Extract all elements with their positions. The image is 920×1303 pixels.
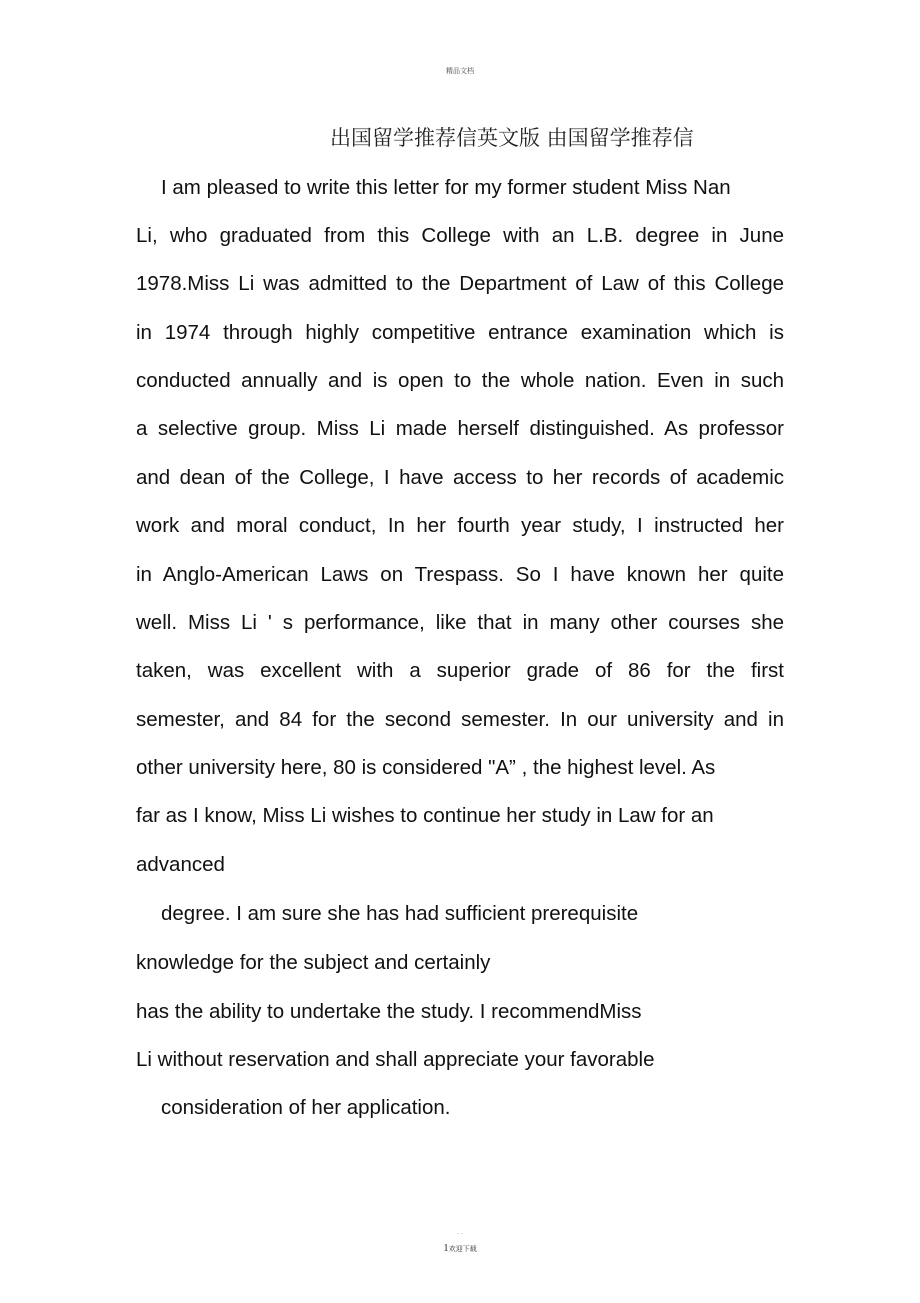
- body-line: Li without reservation and shall appreciate your favorable: [136, 1048, 655, 1071]
- body-line: in 1974 through highly competitive entrance examination which is: [136, 321, 784, 344]
- body-line: advanced: [136, 853, 225, 876]
- header-watermark: 精品文档: [446, 67, 474, 75]
- body-line: well. Miss Li ' s performance, like that in many other courses she: [136, 611, 784, 634]
- body-line: taken, was excellent with a superior grade of 86 for the first: [136, 659, 784, 682]
- page-footer: [0, 1230, 920, 1255]
- body-line: 1978.Miss Li was admitted to the Department of Law of this College: [136, 272, 784, 295]
- footer-note: 欢迎下载: [448, 1245, 477, 1253]
- body-line: Li, who graduated from this College with an L.B. degree in June: [136, 224, 784, 247]
- body-line: I am pleased to write this letter for my former student Miss Nan: [161, 176, 731, 199]
- body-line: and dean of the College, I have access to her records of academic: [136, 466, 784, 489]
- body-line: far as I know, Miss Li wishes to continue her study in Law for an: [136, 804, 714, 827]
- body-line: consideration of her application.: [161, 1096, 451, 1119]
- body-line: conducted annually and is open to the whole nation. Even in such: [136, 369, 784, 392]
- body-line: has the ability to undertake the study. I recommendMiss: [136, 1000, 642, 1023]
- page-number: 1: [443, 1242, 449, 1254]
- body-line: work and moral conduct, In her fourth year study, I instructed her: [136, 514, 784, 537]
- footer-dots: . .: [457, 1229, 463, 1236]
- body-line: degree. I am sure she has had sufficient prerequisite: [161, 902, 639, 925]
- body-line: in Anglo-American Laws on Trespass. So I have known her quite: [136, 563, 784, 586]
- body-line: knowledge for the subject and certainly: [136, 951, 491, 974]
- body-line: a selective group. Miss Li made herself distinguished. As professor: [136, 417, 784, 440]
- document-title: 出国留学推荐信英文版 由国留学推荐信: [330, 126, 694, 150]
- body-line: other university here, 80 is considered "A” , the highest level. As: [136, 756, 716, 779]
- body-line: semester, and 84 for the second semester. In our university and in: [136, 708, 784, 731]
